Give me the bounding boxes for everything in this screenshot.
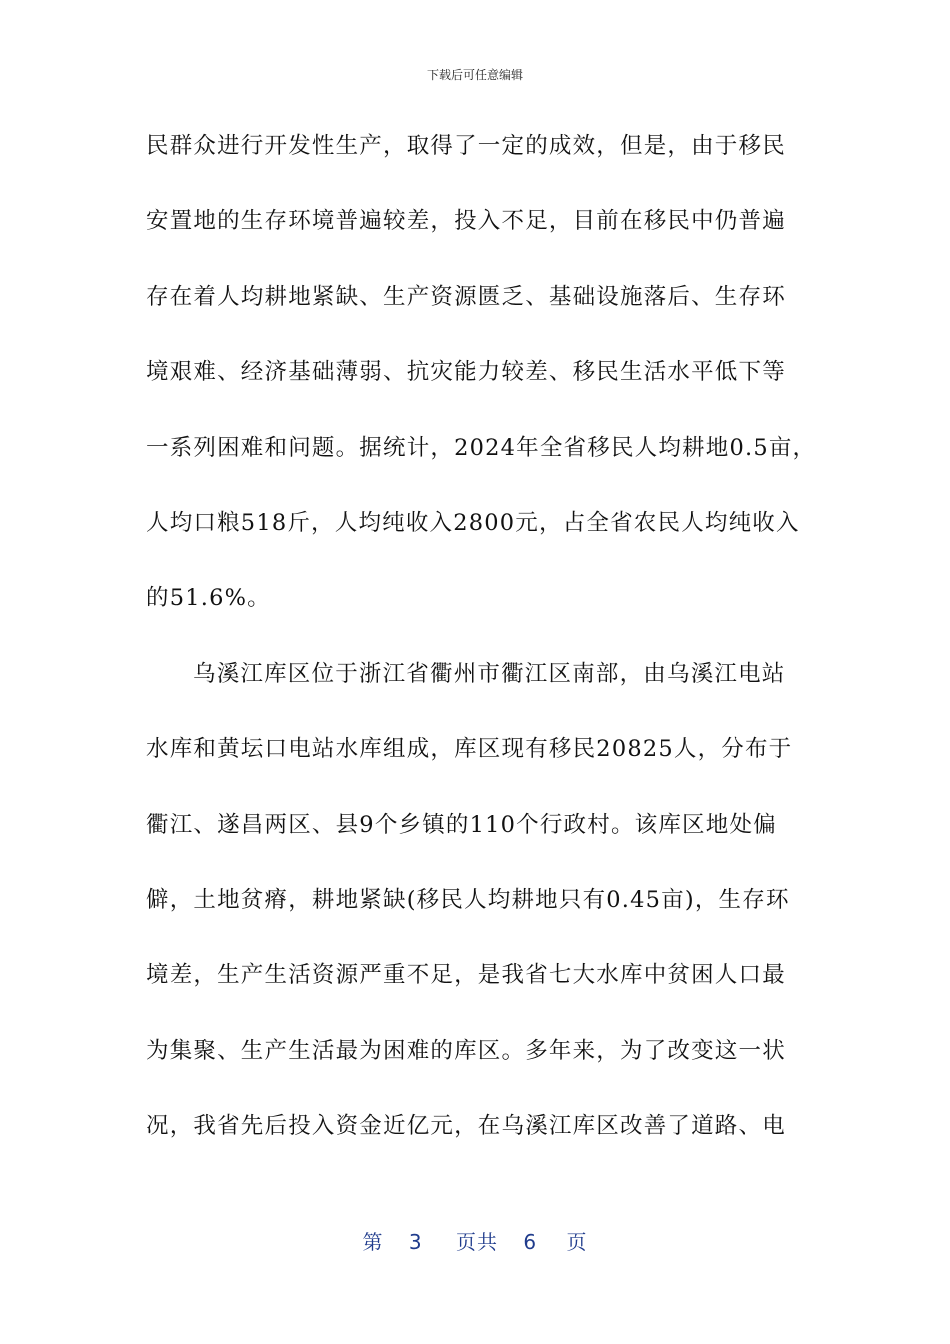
total-page-number: 6 — [523, 1230, 538, 1254]
text-line: 安置地的生存环境普遍较差，投入不足，目前在移民中仍普遍 — [146, 208, 786, 235]
paragraph-start-line: 乌溪江库区位于浙江省衢州市衢江区南部，由乌溪江电站 — [193, 660, 786, 687]
footer-prefix: 第 — [362, 1230, 384, 1254]
text-line: 的51.6%。 — [146, 585, 271, 612]
body-text — [146, 127, 817, 1182]
page-footer — [0, 1226, 950, 1255]
footer-suffix: 页 — [566, 1230, 588, 1254]
text-line: 况，我省先后投入资金近亿元，在乌溪江库区改善了道路、电 — [146, 1113, 786, 1140]
text-line: 民群众进行开发性生产，取得了一定的成效，但是，由于移民 — [146, 133, 786, 159]
text-line: 一系列困难和问题。据统计，2024年全省移民人均耕地0.5亩， — [146, 434, 817, 461]
text-line: 衢江、遂昌两区、县9个乡镇的110个行政村。该库区地处偏 — [146, 811, 777, 838]
header-note: 下载后可任意编辑 — [426, 68, 523, 82]
text-line: 僻，土地贫瘠，耕地紧缺(移民人均耕地只有0.45亩)，生存环 — [146, 886, 790, 913]
text-line: 存在着人均耕地紧缺、生产资源匮乏、基础设施落后、生存环 — [146, 283, 786, 310]
text-line: 为集聚、生产生活最为困难的库区。多年来，为了改变这一状 — [146, 1037, 786, 1064]
text-line: 水库和黄坛口电站水库组成，库区现有移民20825人，分布于 — [146, 736, 793, 763]
text-line: 境差，生产生活资源严重不足，是我省七大水库中贫困人口最 — [146, 962, 786, 989]
footer-middle: 页共 — [456, 1230, 498, 1254]
text-line: 人均口粮518斤，人均纯收入2800元，占全省农民人均纯收入 — [146, 509, 800, 536]
current-page-number: 3 — [408, 1230, 423, 1254]
text-line: 境艰难、经济基础薄弱、抗灾能力较差、移民生活水平低下等 — [146, 359, 786, 386]
